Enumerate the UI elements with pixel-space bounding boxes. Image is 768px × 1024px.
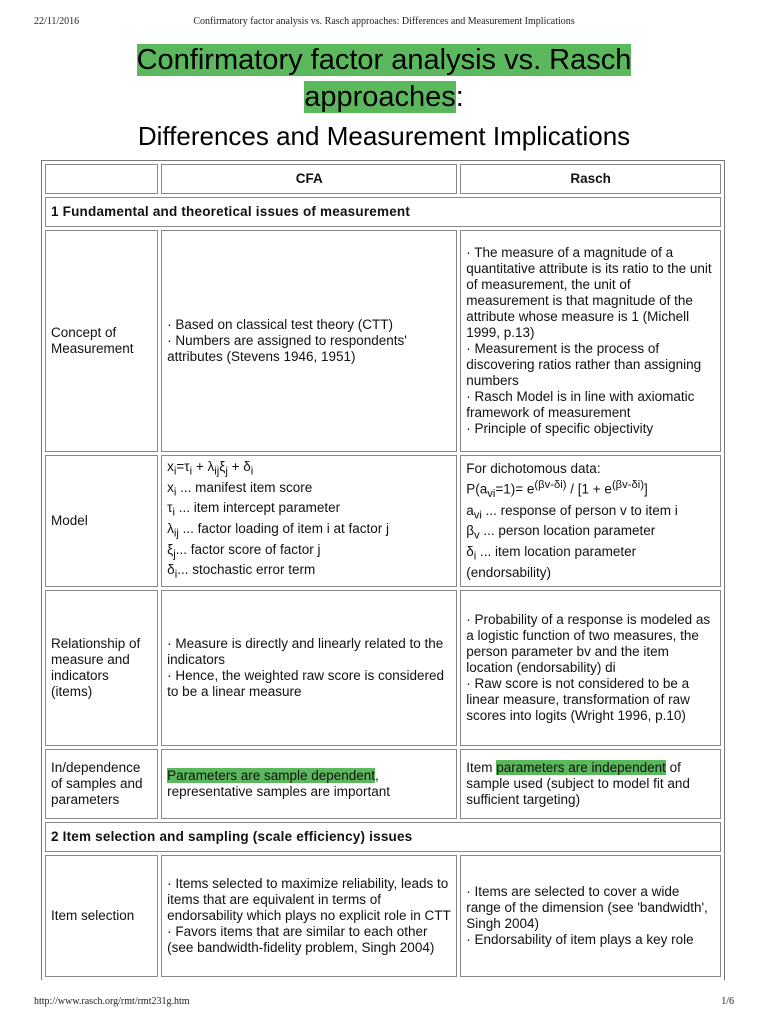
header-cfa: CFA [161, 164, 457, 194]
rasch-equation: $P(a_{vi}=1)= e^{(\beta v-\delta i)} / [1 + e^{(\beta v-\delta i)}]$ [466, 479, 648, 501]
list-item: · Measurement is the process of discovering ratios rather than assigning numbers [466, 341, 702, 388]
table-header-row [45, 164, 721, 194]
list-item: $\delta_i$ ... item location parameter (endorsability) [466, 544, 637, 580]
list-item: · The measure of a magnitude of a quantitative attribute is its ratio to the unit of measurement, the unit of measurement is that magnitude of the attribute whose measure is 1 (Michell 1999, p.13) [466, 245, 712, 340]
cfa-equation: $x_i=\tau_i + \lambda_{ij}\xi_j + \delta_i$ [167, 459, 254, 478]
comparison-table [41, 160, 725, 980]
list-item: · Principle of specific objectivity [466, 421, 654, 436]
title-colon: : [455, 81, 464, 113]
print-header [34, 16, 734, 30]
list-item: · Measure is directly and linearly related to the indicators [167, 636, 444, 668]
list-item: $\lambda_{ij}$ ... factor loading of item i at factor j [167, 521, 390, 540]
list-item: · Probability of a response is modeled as a logistic function of two measures, the person parameter bv and the item location (endorsability) di [466, 612, 711, 676]
list-item: · Favors items that are similar to each other (see bandwidth-fidelity problem, Singh 2004) [167, 924, 435, 956]
row-label-model: Model [45, 455, 158, 587]
title-subtitle: Differences and Measurement Implications [137, 121, 631, 151]
table-row [45, 590, 721, 746]
cell-independence-rasch: Item parameters are independent of sample used (subject to model fit and sufficient targeting) [460, 749, 721, 819]
title-line2: approaches [304, 81, 456, 113]
list-item: $x_i$ ... manifest item score [167, 479, 313, 499]
highlight: Parameters are sample dependent [167, 768, 376, 784]
table-row [45, 230, 721, 452]
section-2-title: 2 Item selection and sampling (scale efficiency) issues [45, 822, 721, 852]
list-item: $\xi_j$... factor score of factor j [167, 541, 321, 561]
highlight: parameters are independent [496, 760, 666, 776]
cell-concept-cfa [161, 230, 457, 452]
row-label-relationship: Relationship of measure and indicators (items) [45, 590, 158, 746]
print-page-title: Confirmatory factor analysis vs. Rasch approaches: Differences and Measurement Implications [193, 16, 575, 27]
header-rasch: Rasch [460, 164, 721, 194]
rasch-intro: For dichotomous data: [466, 461, 601, 477]
cell-relationship-rasch [460, 590, 721, 746]
list-item: · Items selected to maximize reliability, leads to items that are equivalent in terms of endorsability which plays no explicit role in CTT [167, 876, 451, 924]
table-row [45, 749, 721, 819]
print-footer [34, 996, 734, 1010]
cell-model-cfa [161, 455, 457, 587]
section-row [45, 197, 721, 227]
section-1-title: 1 Fundamental and theoretical issues of measurement [45, 197, 721, 227]
cell-relationship-cfa [161, 590, 457, 746]
cell-item-selection-rasch [460, 855, 721, 977]
list-item: $\tau_i$ ... item intercept parameter [167, 500, 341, 520]
list-item: · Items are selected to cover a wide range of the dimension (see 'bandwidth', Singh 2004) [466, 884, 708, 932]
list-item: · Numbers are assigned to respondents' attributes (Stevens 1946, 1951) [167, 333, 407, 364]
row-label-concept: Concept of Measurement [45, 230, 158, 452]
header-empty-cell [45, 164, 158, 194]
list-item: $\delta_i$... stochastic error term [167, 562, 316, 582]
cell-independence-cfa: Parameters are sample dependent, representative samples are important [161, 749, 457, 819]
list-item: · Raw score is not considered to be a linear measure, transformation of raw scores into logits (Wright 1996, p.10) [466, 676, 690, 724]
cell-item-selection-cfa [161, 855, 457, 977]
list-item: · Based on classical test theory (CTT) [167, 317, 393, 332]
title-main [40, 42, 728, 116]
list-item: $\beta_v$ ... person location parameter [466, 523, 656, 542]
cell-concept-rasch [460, 230, 721, 452]
row-label-item-selection: Item selection [45, 855, 158, 977]
comparison-table-wrapper [41, 160, 725, 980]
list-item: · Endorsability of item plays a key role [466, 932, 694, 948]
document-title [40, 42, 728, 153]
list-item: · Hence, the weighted raw score is considered to be a linear measure [167, 668, 445, 700]
title-line1: Confirmatory factor analysis vs. Rasch [136, 44, 632, 76]
print-date: 22/11/2016 [34, 16, 80, 27]
cell-model-rasch [460, 455, 721, 587]
list-item: · Rasch Model is in line with axiomatic framework of measurement [466, 389, 695, 420]
row-label-independence: In/dependence of samples and parameters [45, 749, 158, 819]
table-row [45, 455, 721, 587]
list-item: $a_{vi}$ ... response of person v to item i [466, 502, 678, 522]
page-number: 1/6 [721, 996, 734, 1007]
table-row [45, 855, 721, 977]
print-url: http://www.rasch.org/rmt/rmt231g.htm [34, 996, 190, 1007]
section-row [45, 822, 721, 852]
